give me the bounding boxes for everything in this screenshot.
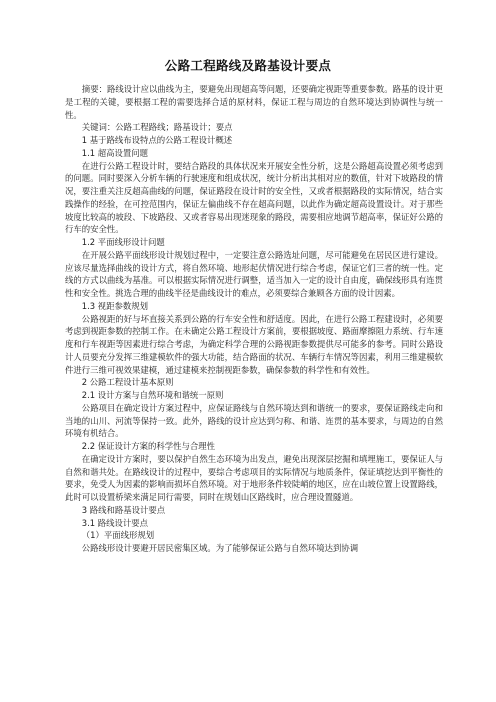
- section-heading: 1 基于路线布设特点的公路工程设计概述: [81, 135, 233, 145]
- section-heading: 1.1 超高设置问题: [81, 147, 149, 158]
- paragraph: 在开展公路平面线形设计规划过程中，一定要注意公路选址问题，尽可能避免在居民区进行建设。应该尽量选择曲线的设计方式，将自然环境、地形起伏情况进行综合考虑，保证它们三者的统一性。定线的方式以曲线为基准。可以根据实际情况进行调整，适当加入一定的设计自由度，确保线形具有连贯性和安全性。挑选合理的曲线半径是曲线设计的难点，必须要综合兼顾各方面的设计因素。: [65, 249, 443, 298]
- document-title: 公路工程路线及路基设计要点: [164, 58, 332, 73]
- paragraph: 在进行公路工程设计时，要结合路段的具体状况来开展安全性分析，这是公路超高设置必须考虑到的问题。同时要深入分析车辆的行驶速度和组成状况，统计分析出其相对应的数值，针对下坡路段的情况，要注重关注反超高曲线的问题，保证路段在设计时的安全性，又或者根据路段的实际情况，结合实践操作的经验，在可控范围内，保证左偏曲线不存在超高问题，以此作为确定超高设置设计。对于那些坡度比较高的坡段、下坡路段、又或者容易出现迷现象的路段，需要相应地调节超高率，保证好公路的行车的安全性。: [65, 160, 443, 235]
- paragraph: 在确定设计方案时，要以保护自然生态环境为出发点，避免出现深层挖掘和填埋施工，要保证人与自然和谐共处。在路线设计的过程中，要综合考虑项目的实际情况与地质条件，保证填挖达到平衡性的要求，免受人为因素的影响而损坏自然环境。对于地形条件较陡峭的地区，应在山坡位置上设置路线，此时可以设置桥梁来满足同行需要，同时在规划山区路线时，应合理设置隧道。: [65, 453, 443, 502]
- section-heading: 2.1 设计方案与自然环境和谐统一原则: [81, 390, 224, 400]
- paragraph: 摘要：路线设计应以曲线为主，要避免出现超高等问题，还要确定视距等重要参数。路基的设计更是工程的关键，要根据工程的需要选择合适的原材料，保证工程与周边的自然环境达到协调性与统一性。: [65, 84, 443, 120]
- section-heading: 1.3 视距参数规划: [81, 300, 149, 311]
- paragraph: 公路线形设计要避开居民密集区域。为了能够保证公路与自然环境达到协调: [81, 543, 359, 553]
- section-heading: 1.2 平面线形设计问题: [81, 237, 165, 247]
- paragraph: 关键词：公路工程路线；路基设计；要点: [81, 122, 233, 133]
- document-body: [65, 83, 443, 555]
- section-heading: 3.1 路线设计要点: [81, 517, 149, 528]
- section-heading: （1）平面线形规划: [81, 530, 155, 541]
- section-heading: 2 公路工程设计基本原则: [81, 377, 174, 388]
- paragraph: 公路项目在确定设计方案过程中，应保证路线与自然环境达到和谐统一的要求，要保证路线走向和当地的山川、河流等保持一致。此外，路线的设计应达到匀称、和谐、连贯的基本要求，与周边的自然环境有机结合。: [65, 402, 443, 439]
- section-heading: 2.2 保证设计方案的科学性与合理性: [81, 441, 216, 451]
- paragraph: 公路视距的好与坏直接关系到公路的行车安全性和舒适度。因此，在进行公路工程建设时，必须要考虑到视距参数的控制工作。在未确定公路工程设计方案前，要根据坡度、路面摩擦阻力系统、行车速度和行车视距等因素进行综合考虑，为确定科学合理的公路视距参数提供尽可能多的参考。同时公路设计人员要充分发挥三维建模软件的强大功能，结合路面的状况、车辆行车情况等因素，利用三维建模软件进行三维可视效果建模，通过建模来控制视距参数，确保参数的科学性和有效性。: [65, 313, 443, 375]
- section-heading: 3 路线和路基设计要点: [81, 504, 166, 515]
